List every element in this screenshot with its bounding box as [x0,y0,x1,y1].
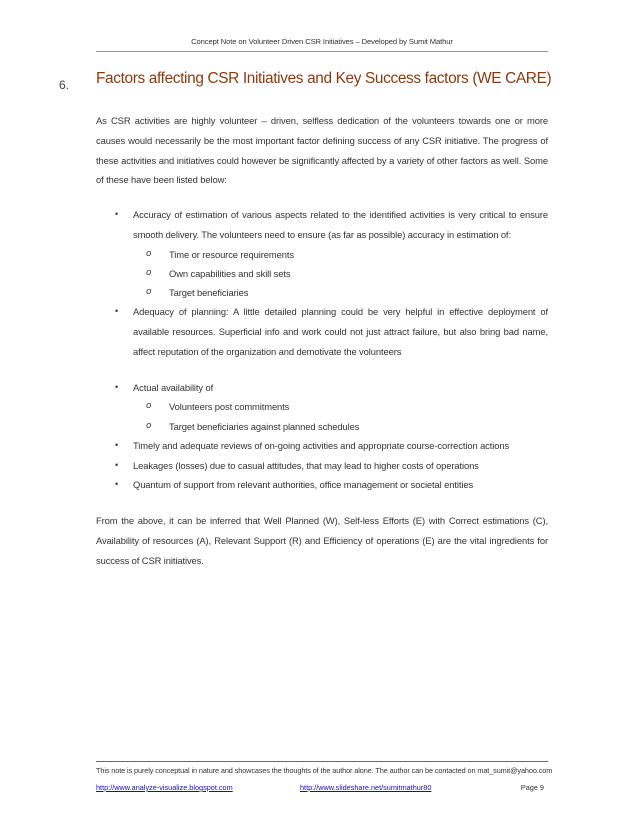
list-item [96,205,548,302]
sub-list-item [96,417,548,436]
list-item [96,436,548,456]
sub-list-item-text: Target beneficiaries against planned schedules [169,420,360,432]
section-number: 6. [59,78,70,92]
sub-list [96,397,548,435]
blog-link[interactable]: http://www.analyze-visualize.blogspot.com [96,783,233,792]
bullet-icon: • [115,479,119,490]
sub-list-item [96,283,548,302]
sub-list-item-text: Own capabilities and skill sets [169,267,291,279]
bullet-icon: • [115,209,119,219]
list-item-text: Leakages (losses) due to casual attitudes, that may lead to higher costs of operations [133,459,479,471]
circle-bullet-icon: o [146,287,152,297]
sub-list-item-text: Target beneficiaries [169,287,249,298]
section-title: Factors affecting CSR Initiatives and Key Success factors (WE CARE) [96,70,552,87]
sub-list [96,245,548,303]
conclusion-paragraph: From the above, it can be inferred that Well Planned (W), Self-less Efforts (E) with Correct estimations (C), Availability of resources (A), Relevant Support (R) and Efficiency of operations (E) are the vital ingredients for success of CSR initiatives. [96,515,548,566]
list-item-text: Quantum of support from relevant authorities, office management or societal entities [133,479,474,491]
sub-list-item-text: Time or resource requirements [169,248,294,260]
sub-list-item [96,245,548,264]
circle-bullet-icon: o [146,267,152,278]
circle-bullet-icon: o [146,401,152,412]
list-item-text: Accuracy of estimation of various aspects related to the identified activities is very critical to ensure smooth delivery. The volunteers need to ensure (as far as possible) accuracy in estimation of: [133,209,548,240]
list-item [96,302,548,377]
sub-list-item [96,397,548,416]
slideshare-link[interactable]: http://www.slideshare.net/sumitmathur80 [300,783,432,792]
footer-note: This note is purely conceptual in nature and showcases the thoughts of the author alone. The author can be contacted on mat_sumit@yahoo.com [96,766,553,775]
circle-bullet-icon: o [146,248,152,259]
header-divider [96,51,548,52]
footer-divider [96,761,548,762]
page-number: Page 9 [520,783,544,792]
bullet-icon: • [115,459,119,470]
list-item-text: Actual availability of [133,381,214,393]
bullet-icon: • [115,381,119,392]
list-item-text: Adequacy of planning: A little detailed planning could be very helpful in effective deployment of available resources. Superficial info and work could not just attract failure, but also bring bad name, affect reputation of the organization and demotivate the volunteers [133,306,548,357]
list-item [96,378,548,436]
list-item [96,456,548,476]
sub-list-item-text: Volunteers post commitments [169,401,290,413]
factor-list [96,205,548,495]
bullet-icon: • [115,439,119,450]
sub-list-item [96,264,548,283]
circle-bullet-icon: o [146,420,152,431]
intro-paragraph: As CSR activities are highly volunteer – driven, selfless dedication of the volunteers towards one or more causes would necessarily be the most important factor defining success of any CSR initiative. The progress of these activities and initiatives could however be significantly affected by a variety of other factors as well. Some of these have been listed below: [96,115,548,186]
bullet-icon: • [115,306,119,317]
list-item-text: Timely and adequate reviews of on-going activities and appropriate course-correction actions [133,439,510,451]
list-item [96,475,548,495]
page-header: Concept Note on Volunteer Driven CSR Initiatives – Developed by Sumit Mathur [191,37,453,46]
